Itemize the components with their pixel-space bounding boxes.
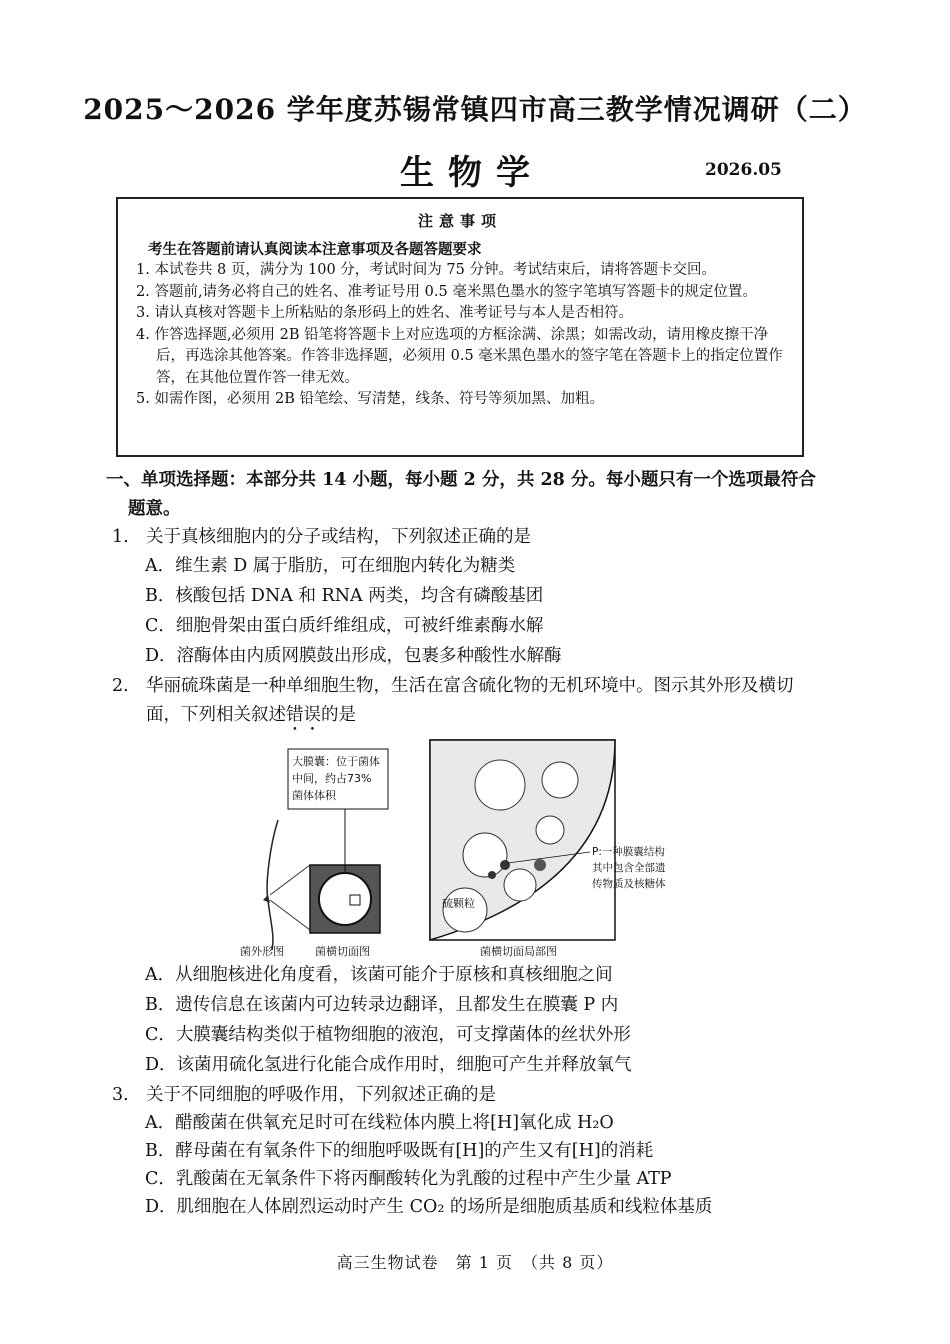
p-vesicle: [534, 859, 546, 871]
vesicle: [475, 760, 525, 810]
zoom-line: [270, 865, 310, 895]
vesicle: [536, 816, 564, 844]
sulfur-granule: [443, 888, 487, 932]
callout-p-line2: 其中包含全部遗: [592, 862, 666, 874]
notice-item-2: 2. 答题前,请务必将自己的姓名、准考证号用 0.5 毫米黑色墨水的签字笔填写答题卡的规定位置。: [136, 283, 757, 300]
callout-vacuole-line2: 中间，约占73%: [292, 772, 372, 785]
p-vesicle: [488, 871, 496, 879]
question-2-option-a[interactable]: A．从细胞核进化角度看，该菌可能介于原核和真核细胞之间: [145, 965, 613, 985]
question-2-stem: [112, 671, 872, 701]
question-3-option-c[interactable]: C．乳酸菌在无氧条件下将丙酮酸转化为乳酸的过程中产生少量 ATP: [145, 1169, 672, 1189]
question-number: 1.: [112, 527, 129, 547]
question-2-stem-line2: [146, 700, 906, 735]
question-1-option-a[interactable]: A．维生素 D 属于脂肪，可在细胞内转化为糖类: [145, 556, 516, 576]
p-vesicle: [500, 860, 510, 870]
section-heading-line2: 题意。: [128, 499, 181, 519]
notice-item-1: 1. 本试卷共 8 页，满分为 100 分，考试时间为 75 分钟。考试结束后，请将答题卡交回。: [136, 262, 716, 278]
sulfur-granule-label: 硫颗粒: [442, 897, 475, 910]
caption-cross: 菌横切面图: [315, 945, 370, 958]
question-1-option-c[interactable]: C．细胞骨架由蛋白质纤维组成，可被纤维素酶水解: [145, 616, 544, 636]
question-3-option-d[interactable]: D．肌细胞在人体剧烈运动时产生 CO₂ 的场所是细胞质基质和线粒体基质: [145, 1197, 713, 1217]
question-3-option-a[interactable]: A．醋酸菌在供氧充足时可在线粒体内膜上将[H]氧化成 H₂O: [145, 1113, 614, 1133]
question-2-option-c[interactable]: C．大膜囊结构类似于植物细胞的液泡，可支撑菌体的丝状外形: [145, 1025, 631, 1045]
question-2-option-b[interactable]: B．遗传信息在该菌内可边转录边翻译，且都发生在膜囊 P 内: [145, 995, 619, 1015]
vesicle: [504, 869, 536, 901]
vesicle: [542, 762, 578, 798]
question-3-stem: [112, 1080, 872, 1110]
callout-vacuole-line3: 菌体体积: [292, 789, 336, 802]
question-number: 3.: [112, 1085, 129, 1105]
section-heading: [106, 466, 866, 524]
caption-partial: 菌横切面局部图: [480, 945, 557, 958]
callout-p-line1: P:一种膜囊结构: [592, 846, 665, 858]
section-heading-line1: 一、单项选择题：本部分共 14 小题，每小题 2 分，共 28 分。每小题只有一个选项最符合: [106, 470, 816, 490]
question-3-option-b[interactable]: B．酵母菌在有氧条件下的细胞呼吸既有[H]的产生又有[H]的消耗: [145, 1141, 654, 1161]
question-text: 关于不同细胞的呼吸作用，下列叙述正确的是: [146, 1085, 496, 1105]
notice-title: 注意事项: [417, 212, 502, 230]
bacterium-figure: [230, 735, 750, 965]
notice-item-4: 4. 作答选择题,必须用 2B 铅笔将答题卡上对应选项的方框涂满、涂黑；如需改动，请用橡皮擦干净后，再选涂其他答案。作答非选择题，必须用 0.5 毫米黑色墨水的签字笔在答题卡上的指定位置作答，在其他位置作答一律无效。: [136, 326, 783, 386]
subject-title: 生物学: [400, 153, 544, 193]
notice-item-3: 3. 请认真核对答题卡上所粘贴的条形码上的姓名、准考证号与本人是否相符。: [136, 305, 633, 321]
exam-title: 2025～2026 学年度苏锡常镇四市高三教学情况调研（二）: [83, 93, 867, 126]
detail-marker: [350, 895, 360, 905]
question-1-option-b[interactable]: B．核酸包括 DNA 和 RNA 两类，均含有磷酸基团: [145, 586, 544, 606]
question-text-line1: 华丽硫珠菌是一种单细胞生物，生活在富含硫化物的无机环境中。图示其外形及横切: [146, 676, 794, 696]
exam-date: 2026.05: [705, 160, 782, 180]
zoom-line: [270, 900, 310, 930]
notice-box: [116, 197, 804, 457]
question-2-option-d[interactable]: D．该菌用硫化氢进行化能合成作用时，细胞可产生并释放氧气: [145, 1055, 632, 1075]
emphasis-word: 错误: [286, 705, 321, 725]
question-1-stem: [112, 522, 872, 552]
question-1-option-d[interactable]: D．溶酶体由内质网膜鼓出形成，包裹多种酸性水解酶: [145, 646, 562, 666]
callout-p-line3: 传物质及核糖体: [592, 878, 666, 890]
filament-outline: [267, 820, 278, 950]
callout-vacuole-line1: 大膜囊：位于菌体: [292, 755, 380, 768]
caption-outer: 菌外形图: [240, 945, 284, 958]
filament-tip: [263, 895, 270, 903]
vesicle: [463, 833, 507, 877]
notice-heading: 考生在答题前请认真阅读本注意事项及各题答题要求: [148, 240, 482, 258]
question-text: 关于真核细胞内的分子或结构，下列叙述正确的是: [146, 527, 531, 547]
question-text-post: 的是: [321, 705, 356, 725]
large-vacuole: [319, 873, 371, 925]
page-footer: 高三生物试卷 第 1 页 （共 8 页）: [336, 1253, 614, 1272]
notice-item-5: 5. 如需作图，必须用 2B 铅笔绘、写清楚，线条、符号等须加黑、加粗。: [136, 391, 605, 407]
question-text-pre: 面，下列相关叙述: [146, 705, 286, 725]
question-number: 2.: [112, 676, 129, 696]
